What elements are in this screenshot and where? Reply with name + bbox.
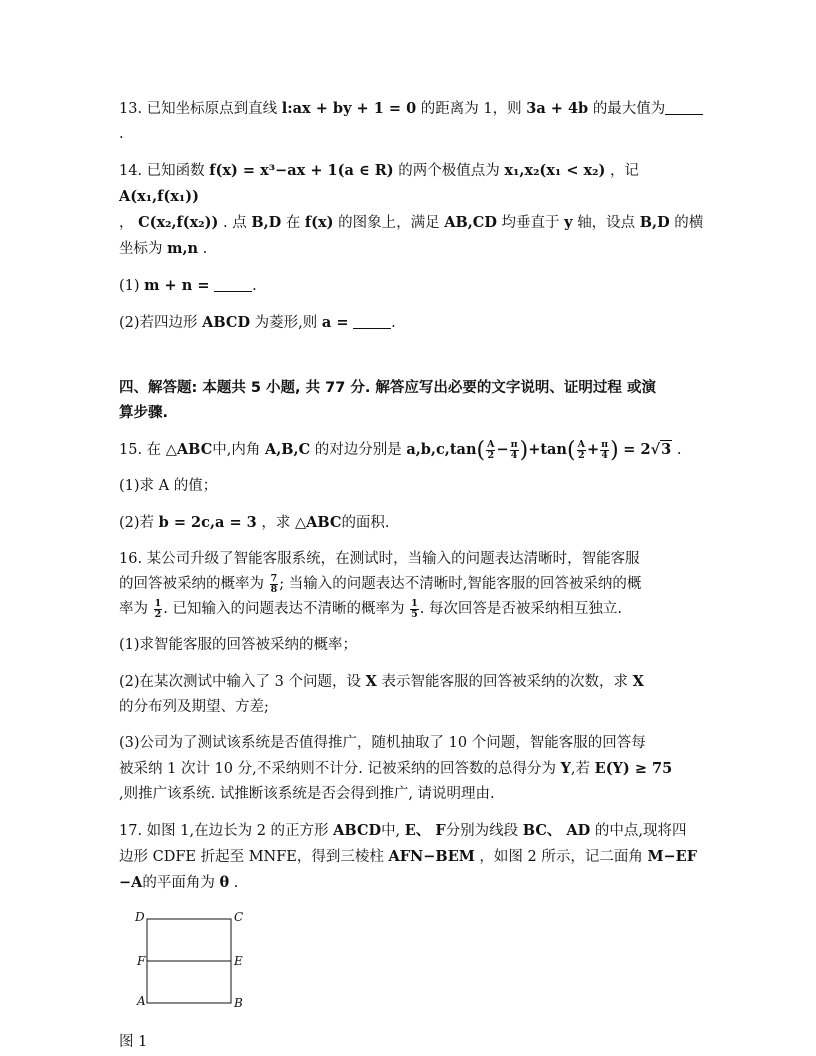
- frac-num: 1: [154, 597, 162, 609]
- frac-num: π: [510, 438, 518, 450]
- q16-frac-7-8: [270, 574, 279, 595]
- q14-text-7: 均垂直于: [501, 215, 560, 231]
- q17-prism: AFN−BEM: [388, 848, 475, 865]
- q14-points-bd-2: B,D: [639, 214, 670, 231]
- q15-frac-pi4-b: [600, 440, 609, 461]
- q15-eq-lhs: = 2: [623, 441, 651, 458]
- q17-text-3: 分别为线段: [445, 823, 519, 839]
- q17-dihedral-end: −A: [119, 874, 143, 891]
- q15-part-2: [119, 510, 704, 536]
- figure-1: [129, 908, 704, 1012]
- question-17: [119, 818, 704, 896]
- q13-line-equation: l:ax + by + 1 = 0: [281, 100, 417, 117]
- q16-expectation: E(Y) ≥ 75: [594, 760, 673, 777]
- q15-p2-triangle: △ABC: [294, 514, 342, 531]
- q16-p2-text: (2)在某次测试中输入了 3 个问题，设: [119, 674, 361, 690]
- q14-p2-a: a =: [321, 314, 349, 331]
- q14-p2-text-2: 为菱形,则: [254, 315, 318, 331]
- q14-part-2: [119, 310, 704, 336]
- q15-plus-tan: +tan: [528, 441, 567, 458]
- minus-sign: −: [496, 441, 509, 458]
- paren-open: (: [566, 438, 576, 463]
- q14-p1-end: .: [252, 278, 257, 294]
- q14-text: 14. 已知函数: [119, 163, 205, 179]
- q15-frac-a2: [486, 440, 495, 461]
- q14-p1-expression: m + n =: [144, 277, 210, 294]
- q14-point-a: A(x₁,f(x₁)): [119, 188, 199, 205]
- q14-p2-end: .: [391, 315, 396, 331]
- q15-part-1: (1)求 A 的值；: [119, 478, 218, 494]
- q15-end: .: [676, 442, 682, 458]
- q14-p2-text: (2)若四边形: [119, 315, 198, 331]
- answer-blank[interactable]: [214, 277, 252, 292]
- q17-text-4: 的中点,现将四: [594, 823, 687, 839]
- q15-equals: = 2√3: [623, 441, 672, 458]
- q16-p3-text-2: 被采纳 1 次计 10 分,不采纳则不计分. 记被采纳的回答数的总得分为: [119, 761, 556, 777]
- section-title: 四、解答题: 本题共 5 小题, 共 77 分. 解答应写出必要的文字说明、证明过程 或演: [119, 380, 656, 396]
- q15-sides-tan: a,b,c,tan: [406, 441, 477, 458]
- q14-text-2: 的两个极值点为: [398, 163, 500, 179]
- q14-text-5: 在: [285, 215, 301, 231]
- figure-caption: 图 1: [119, 1034, 148, 1050]
- frac-num: 7: [270, 572, 278, 584]
- q16-p2-text-3: 的分布列及期望、方差;: [119, 699, 269, 715]
- frac-den: 2: [577, 449, 585, 461]
- q14-extreme-points: x₁,x₂(x₁ < x₂): [504, 162, 606, 179]
- paren-open: (: [476, 438, 486, 463]
- q14-text-8: 轴，设点: [577, 215, 636, 231]
- q15-frac-a2-b: [577, 440, 586, 461]
- q14-fx: f(x): [304, 214, 334, 231]
- q16-part-3: [119, 731, 704, 807]
- q17-square: ABCD: [333, 822, 382, 839]
- q16-variable-y: Y: [560, 760, 571, 777]
- q14-text-9: 的横坐标为: [119, 215, 704, 257]
- q14-text-3: ，记: [609, 163, 639, 179]
- q16-p3-text-3: ,若: [570, 761, 591, 777]
- q17-text-2: 中,: [381, 823, 401, 839]
- q15-p2-text-2: ，求: [261, 515, 291, 531]
- q15-angles: A,B,C: [264, 441, 311, 458]
- q15-triangle: △ABC: [165, 441, 213, 458]
- q16-text-2: ; 当输入的问题表达不清晰时,智能客服的回答被采纳的概: [279, 576, 642, 592]
- q16-frac-1-5: [410, 599, 419, 620]
- q16-part-2: [119, 669, 704, 720]
- q16-text-5: . 每次回答是否被采纳相互独立.: [419, 601, 623, 617]
- frac-num: 1: [411, 597, 418, 609]
- q17-text-7: 的平面角为: [142, 875, 215, 891]
- q14-points-bd: B,D: [251, 214, 282, 231]
- q14-y-axis: y: [564, 214, 573, 231]
- frac-den: 2: [487, 449, 495, 461]
- q14-segments: AB,CD: [444, 214, 497, 231]
- section-title-cont: 算步骤.: [119, 405, 169, 421]
- answer-blank[interactable]: [353, 314, 391, 329]
- q16-text-3: 率为: [119, 601, 148, 617]
- q16-text-4: . 已知输入的问题表达不清晰的概率为: [163, 601, 405, 617]
- label-e: E: [234, 954, 243, 968]
- answer-blank[interactable]: [665, 100, 703, 115]
- content-area: [119, 96, 704, 1055]
- q16-part-1: (1)求智能客服的回答被采纳的概率；: [119, 637, 358, 653]
- q14-period: .: [202, 241, 208, 257]
- q15-p2-condition: b = 2c,a = 3: [158, 514, 257, 531]
- q15-p2-text: (2)若: [119, 515, 155, 531]
- q16-p3-text: (3)公司为了测试该系统是否值得推广，随机抽取了 10 个问题，智能客服的回答每: [119, 735, 646, 751]
- question-16-line-3: [119, 597, 704, 622]
- q14-comma: ，: [119, 215, 134, 231]
- q14-point-c: C(x₂,f(x₂)): [138, 214, 219, 231]
- square-diagram: [129, 908, 249, 1008]
- question-16-line-2: [119, 572, 704, 597]
- q14-part-1: [119, 273, 704, 299]
- label-b: B: [234, 996, 243, 1008]
- paren-close: ): [610, 438, 619, 463]
- question-14: [119, 158, 704, 210]
- q14-text-6: 的图象上，满足: [338, 215, 440, 231]
- label-d: D: [135, 910, 145, 924]
- label-f: F: [137, 954, 146, 968]
- label-a: A: [137, 994, 146, 1008]
- frac-den: 4: [510, 449, 518, 461]
- q14-text-4: . 点: [222, 215, 247, 231]
- q17-text: 17. 如图 1,在边长为 2 的正方形: [119, 823, 329, 839]
- q16-variable-x-2: X: [632, 673, 644, 690]
- q14-p2-abcd: ABCD: [202, 314, 251, 331]
- label-c: C: [234, 910, 244, 924]
- question-15: [119, 437, 704, 463]
- plus-sign: +: [586, 441, 600, 458]
- q17-theta: θ: [219, 874, 230, 891]
- q15-sqrt-radicand: 3: [661, 441, 672, 458]
- q15-text: 15. 在: [119, 442, 162, 458]
- q16-p2-text-2: 表示智能客服的回答被采纳的次数，求: [381, 674, 628, 690]
- q16-text: 的回答被采纳的概率为: [119, 576, 264, 592]
- q17-text-5: 边形 CDFE 折起至 MNFE，得到三棱柱: [119, 849, 384, 865]
- frac-num: A: [577, 438, 585, 450]
- q13-end: .: [119, 126, 124, 142]
- frac-den: 4: [601, 449, 608, 461]
- frac-num: A: [487, 438, 495, 450]
- q17-dihedral: M−EF: [647, 848, 698, 865]
- paren-close: ): [519, 438, 529, 463]
- q17-segments: BC、 AD: [522, 822, 591, 839]
- q14-p1-label: (1): [119, 278, 140, 294]
- frac-num: π: [601, 438, 609, 450]
- q14-mn: m,n: [167, 240, 199, 257]
- q17-points-ef: E、 F: [404, 822, 446, 839]
- frac-den: 5: [411, 608, 418, 620]
- q13-text-2: 的距离为 1，则: [420, 101, 522, 117]
- q15-text-3: 的对边分别是: [314, 442, 402, 458]
- q15-frac-pi4: [510, 440, 519, 461]
- frac-den: 2: [154, 608, 162, 620]
- frac-den: 8: [270, 583, 278, 595]
- question-14-line-2: [119, 210, 704, 262]
- q15-text-2: 中,内角: [212, 442, 261, 458]
- q13-expression: 3a + 4b: [526, 100, 589, 117]
- q16-frac-1-2: [154, 599, 163, 620]
- q13-text: 13. 已知坐标原点到直线: [119, 101, 278, 117]
- q15-p2-text-3: 的面积.: [341, 515, 390, 531]
- q14-function: f(x) = x³−ax + 1(a ∈ R): [209, 162, 394, 179]
- question-13: [119, 96, 704, 147]
- question-16: 16. 某公司升级了智能客服系统，在测试时，当输入的问题表达清晰时，智能客服: [119, 551, 640, 567]
- q13-text-3: 的最大值为: [592, 101, 666, 117]
- q16-p3-text-4: ,则推广该系统. 试推断该系统是否会得到推广, 请说明理由.: [119, 786, 495, 802]
- q17-end: .: [233, 875, 239, 891]
- q17-text-6: ，如图 2 所示，记二面角: [479, 849, 643, 865]
- q16-variable-x: X: [365, 673, 377, 690]
